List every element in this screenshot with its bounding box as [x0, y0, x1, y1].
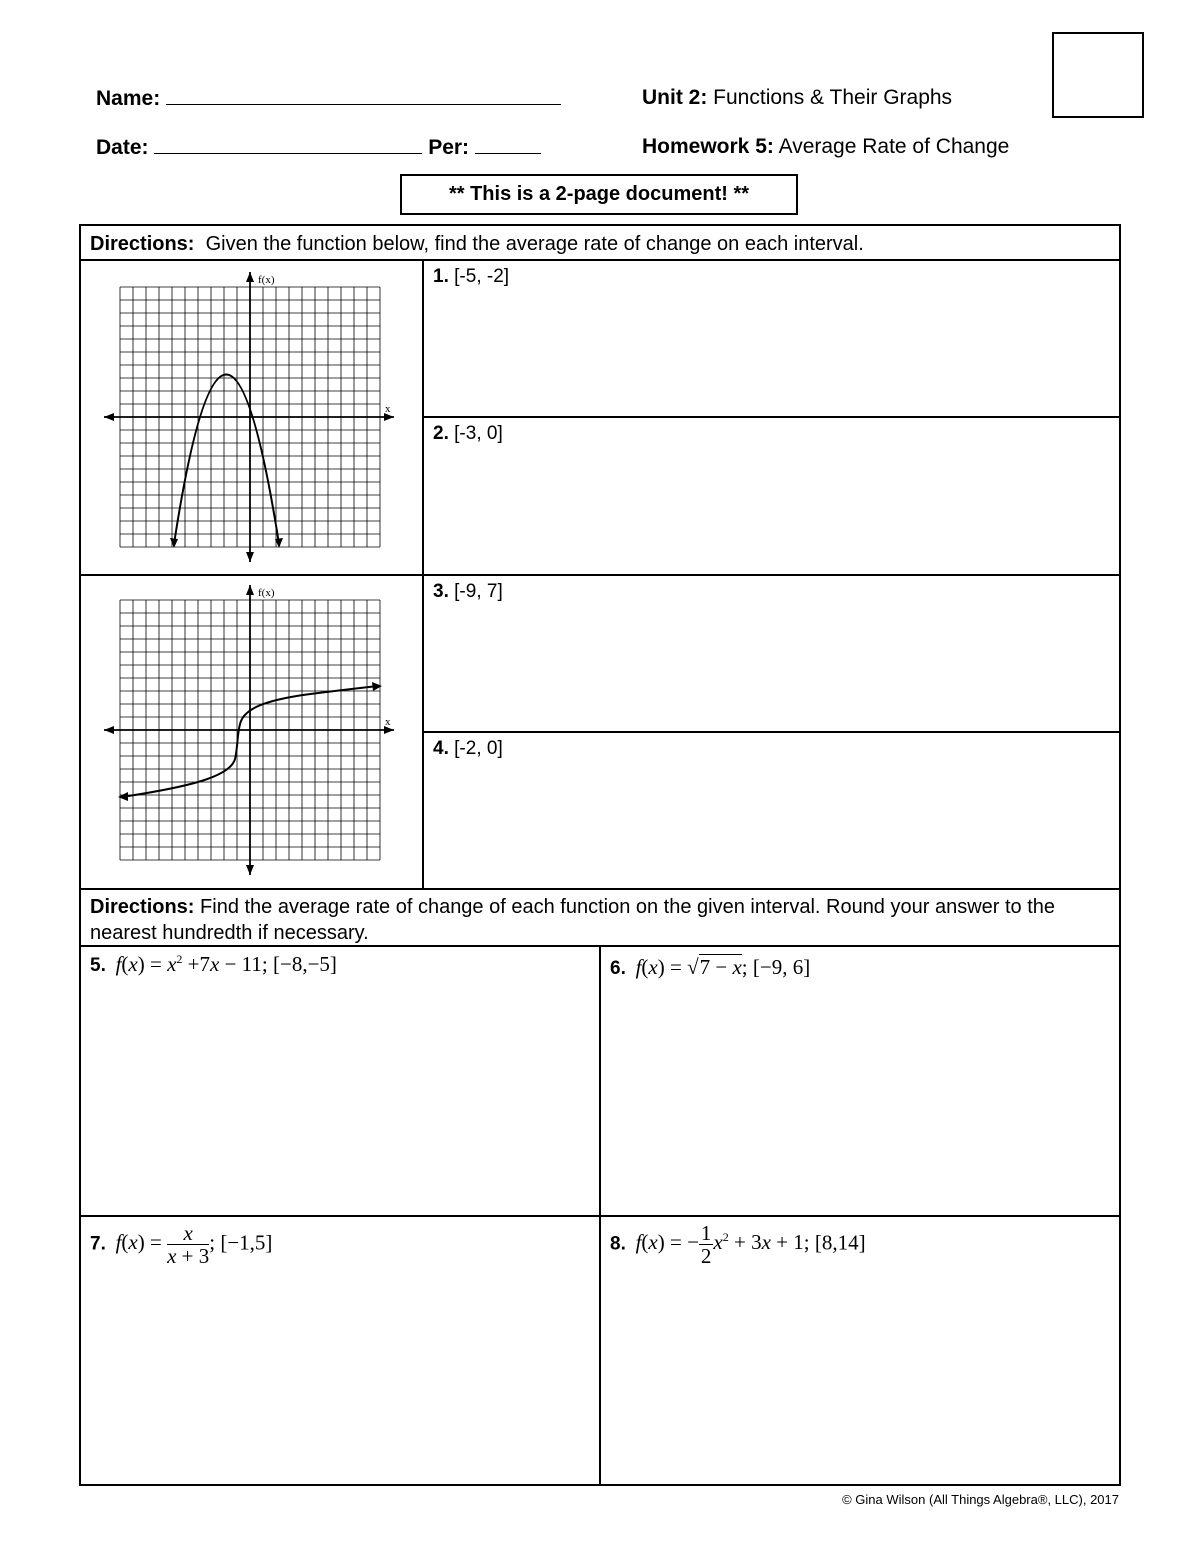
- score-box[interactable]: [1052, 32, 1144, 118]
- function-expression: f(x) = $\frac{x}{x + 3}$ ;: [115, 1221, 221, 1268]
- y-axis-label: f(x): [258, 587, 275, 599]
- problem-interval: [−8,−5]: [272, 952, 337, 976]
- copyright-footer: © Gina Wilson (All Things Algebra®, LLC), 2017: [842, 1492, 1119, 1507]
- y-axis-arrow-down: [246, 865, 254, 875]
- problem-number: 8.: [610, 1233, 626, 1255]
- directions-label: Directions:: [90, 233, 195, 255]
- directions-text: Find the average rate of change of each function on the given interval. Round your answer to the nearest hundredth if necessary.: [90, 896, 1056, 944]
- curve-arrow-left: [118, 792, 128, 801]
- function-expression: f(x) = − $\frac{1}{2}$ $x^2 + 3x + 1$;: [635, 1221, 815, 1268]
- homework-label: Homework 5:: [642, 135, 774, 158]
- homework-title: Average Rate of Change: [778, 135, 1010, 158]
- problem-interval: [-3, 0]: [454, 423, 503, 444]
- problem-interval: [-9, 7]: [454, 581, 503, 602]
- problem-5: [90, 952, 337, 977]
- y-axis-arrow-up: [246, 272, 254, 282]
- problem-3: [433, 581, 503, 603]
- problem-6: [610, 955, 810, 980]
- name-input-line[interactable]: [166, 86, 561, 105]
- problem-number: 4.: [433, 738, 449, 759]
- per-input-line[interactable]: [475, 135, 541, 154]
- problem-interval: [8,14]: [814, 1230, 866, 1255]
- homework-heading: [642, 135, 1009, 159]
- two-page-banner: ** This is a 2-page document! **: [400, 174, 798, 215]
- y-axis-arrow-down: [246, 552, 254, 562]
- problem-2: [433, 423, 503, 445]
- date-input-line[interactable]: [154, 135, 422, 154]
- date-label: Date:: [96, 136, 149, 159]
- x-axis-arrow-left: [104, 726, 114, 734]
- problem-7: [90, 1222, 272, 1267]
- problem-1: [433, 266, 509, 288]
- y-axis-arrow-up: [246, 585, 254, 595]
- unit-heading: [642, 86, 952, 110]
- divider: [79, 574, 1121, 576]
- directions-2: [90, 894, 1110, 946]
- problem-number: 2.: [433, 423, 449, 444]
- x-axis-arrow-left: [104, 413, 114, 421]
- problem-number: 7.: [90, 1233, 106, 1255]
- problem-interval: [−1,5]: [220, 1230, 273, 1255]
- name-label: Name:: [96, 87, 161, 110]
- name-field: [96, 86, 561, 111]
- curve-arrow-left: [170, 538, 178, 548]
- problem-interval: [−9, 6]: [752, 955, 811, 979]
- problem-interval: [-2, 0]: [454, 738, 503, 759]
- problem-interval: [-5, -2]: [454, 266, 510, 287]
- curve-arrow-right: [372, 682, 382, 691]
- divider: [79, 259, 1121, 261]
- divider: [423, 416, 1121, 418]
- divider: [422, 259, 424, 890]
- problem-8: [610, 1222, 866, 1267]
- unit-title: Functions & Their Graphs: [713, 86, 953, 109]
- per-label: Per:: [428, 136, 470, 159]
- directions-label: Directions:: [90, 896, 195, 918]
- problem-4: [433, 738, 503, 760]
- function-expression: $f(x) = x^2 +7x - 11$;: [115, 952, 273, 976]
- graph-cube-root: [98, 579, 408, 881]
- y-axis-label: f(x): [258, 274, 275, 286]
- directions-1: [90, 231, 864, 257]
- divider: [79, 888, 1121, 890]
- x-axis-label: x: [385, 716, 391, 728]
- divider: [423, 731, 1121, 733]
- unit-label: Unit 2:: [642, 86, 708, 109]
- x-axis-label: x: [385, 403, 391, 415]
- problem-number: 6.: [610, 958, 626, 979]
- problem-number: 1.: [433, 266, 449, 287]
- divider: [599, 945, 601, 1485]
- directions-text: Given the function below, find the average rate of change on each interval.: [205, 233, 864, 255]
- date-field: [96, 135, 541, 160]
- graph-parabola: [98, 266, 408, 568]
- problem-number: 5.: [90, 955, 106, 976]
- function-expression: f(x) = √7 − x;: [635, 955, 753, 979]
- problem-number: 3.: [433, 581, 449, 602]
